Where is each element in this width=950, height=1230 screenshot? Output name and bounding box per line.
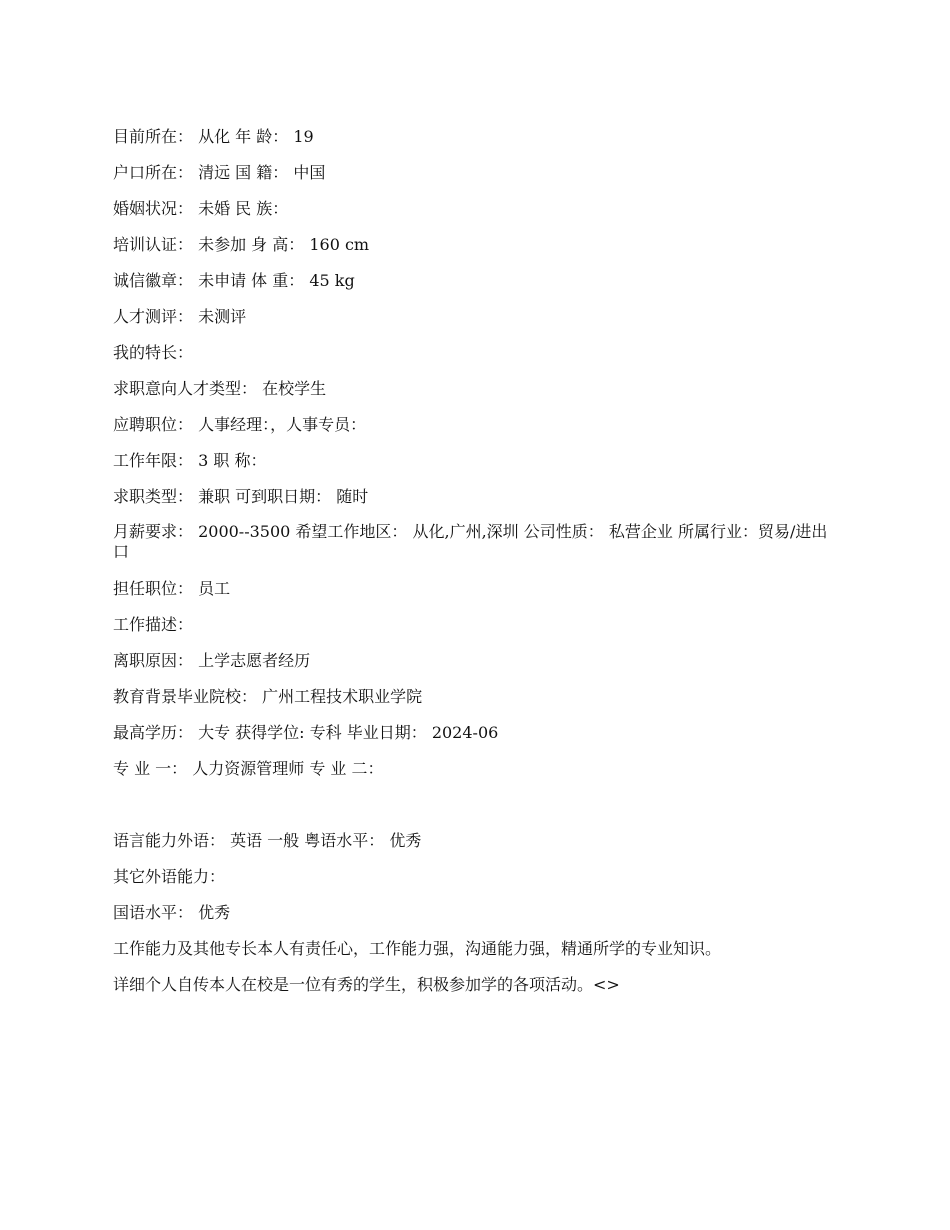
position-held-line: 担任职位： 员工: [113, 579, 231, 598]
section-spacer: [113, 794, 833, 830]
resume-document: [113, 126, 833, 1010]
mandarin-level-line: 国语水平： 优秀: [113, 903, 231, 922]
major-line: 专 业 一： 人力资源管理师 专 业 二：: [113, 759, 384, 778]
training-certification-line: 培训认证： 未参加 身 高： 160 cm: [113, 235, 370, 254]
language-ability-line: 语言能力外语： 英语 一般 粤语水平： 优秀: [113, 831, 422, 850]
autobiography-line: 详细个人自传本人在校是一位有秀的学生，积极参加学的各项活动。<>: [113, 975, 620, 994]
job-description-line: 工作描述：: [113, 615, 194, 634]
applied-position-line: 应聘职位： 人事经理：，人事专员：: [113, 415, 367, 434]
work-years-line: 工作年限： 3 职 称：: [113, 451, 267, 470]
talent-assessment-line: 人才测评： 未测评: [113, 307, 247, 326]
job-intention-line: 求职意向人才类型： 在校学生: [113, 379, 327, 398]
marital-status-line: 婚姻状况： 未婚 民 族：: [113, 199, 289, 218]
job-type-line: 求职类型： 兼职 可到职日期： 随时: [113, 487, 369, 506]
other-languages-line: 其它外语能力：: [113, 867, 226, 886]
integrity-badge-line: 诚信徽章： 未申请 体 重： 45 kg: [113, 271, 355, 290]
education-school-line: 教育背景毕业院校： 广州工程技术职业学院: [113, 687, 423, 706]
education-degree-line: 最高学历： 大专 获得学位: 专科 毕业日期： 2024-06: [113, 723, 499, 742]
household-registration-line: 户口所在： 清远 国 籍： 中国: [113, 163, 326, 182]
current-location-line: 目前所在： 从化 年 龄： 19: [113, 127, 314, 146]
specialties-line: 我的特长：: [113, 343, 194, 362]
leaving-reason-line: 离职原因： 上学志愿者经历: [113, 651, 311, 670]
skills-statement-line: 工作能力及其他专长本人有责任心，工作能力强，沟通能力强，精通所学的专业知识。: [113, 939, 722, 958]
salary-requirements-line: 月薪要求： 2000--3500 希望工作地区： 从化,广州,深圳 公司性质： 私营企业 所属行业：贸易/进出口: [113, 522, 828, 561]
